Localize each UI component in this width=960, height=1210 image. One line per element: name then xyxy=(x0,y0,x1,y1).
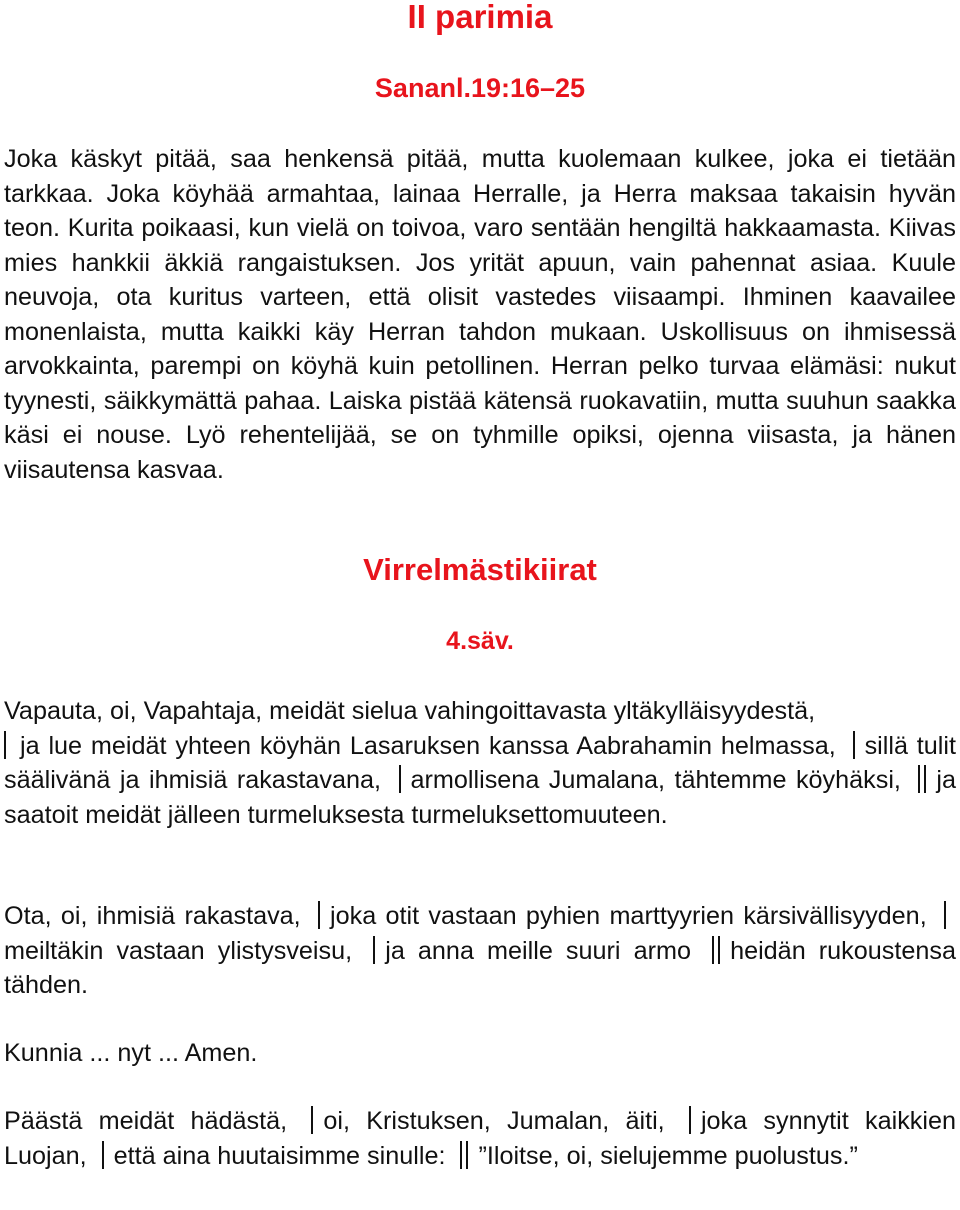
double-bar-separator xyxy=(460,1141,468,1169)
double-bar-separator xyxy=(918,765,926,793)
stanza-1-part-b: ja lue meidät yhteen köyhän Lasaruksen kanssa Aabrahamin helmassa, xyxy=(20,731,836,760)
stanza-3-part-d: että aina huutaisimme sinulle: xyxy=(113,1141,446,1170)
stanza-1-part-e: ja saatoit meidät jälleen turmeluksesta turmeluksettomuuteen. xyxy=(4,766,957,829)
stanza-2 xyxy=(4,899,956,1003)
stanza-2-part-e: heidän rukoustensa tähden. xyxy=(4,936,956,999)
reading-text: Joka käskyt pitää, saa henkensä pitää, mutta kuolemaan kulkee, joka ei tietään tarkkaa. Joka köyhää armahtaa, lainaa Herralle, ja Herra maksaa takaisin hyvän teon. Kurita poikaasi, kun vielä on toivoa, varo sentään hengiltä hakkaamasta. Kiivas mies hankkii äkkiä rangaistuksen. Jos yrität apuun, vain pahennat asiaa. Kuule neuvoja, ota kuritus varteen, että olisit vastedes viisaampi. Ihminen kaavailee monenlaista, mutta kaikki käy Herran tahdon mukaan. Uskollisuus on ihmisessä arvokkainta, parempi on köyhä kuin petollinen. Herran pelko turvaa elämäsi: nukut tyynesti, säikkymättä pahaa. Laiska pistää kätensä ruokavatiin, mutta suuhun saakka käsi ei nouse. Lyö rehentelijää, se on tyhmille opiksi, ojenna viisasta, ja hänen viisautensa kasvaa. xyxy=(4,145,956,484)
stanza-3-part-e: ”Iloitse, oi, sielujemme puolustus.” xyxy=(478,1141,858,1170)
single-bar-separator xyxy=(399,765,401,793)
single-bar-separator xyxy=(689,1106,691,1134)
doxology: Kunnia ... nyt ... Amen. xyxy=(4,1039,258,1067)
single-bar-separator xyxy=(311,1106,313,1134)
stanza-2-part-a: Ota, oi, ihmisiä rakastava, xyxy=(4,902,301,930)
page-title: II parimia xyxy=(407,0,553,35)
stanza-3-part-b: oi, Kristuksen, Jumalan, äiti, xyxy=(323,1107,665,1135)
double-bar-separator xyxy=(712,936,720,964)
single-bar-separator xyxy=(102,1141,104,1169)
stanza-1 xyxy=(4,694,956,832)
stanza-3-part-a: Päästä meidät hädästä, xyxy=(4,1107,288,1135)
stanza-1-part-a: Vapauta, oi, Vapahtaja, meidät sielua vahingoittavasta yltäkylläisyydestä, xyxy=(4,697,816,725)
stanza-3-part-c: joka synnytit kaikkien Luojan, xyxy=(4,1107,957,1170)
tone-label: 4.säv. xyxy=(446,627,514,655)
single-bar-separator xyxy=(944,901,946,929)
single-bar-separator xyxy=(318,901,320,929)
stanza-3 xyxy=(4,1104,956,1173)
reading-reference: Sananl.19:16–25 xyxy=(374,73,586,103)
single-bar-separator xyxy=(373,936,375,964)
single-bar-separator xyxy=(853,731,855,759)
single-bar-separator xyxy=(4,731,6,759)
stanza-2-part-c: meiltäkin vastaan ylistysveisu, xyxy=(4,936,353,965)
hymn-section-title: Virrelmästikiirat xyxy=(363,552,597,587)
stanza-1-part-d: armollisena Jumalana, tähtemme köyhäksi, xyxy=(410,766,901,794)
stanza-2-part-d: ja anna meille suuri armo xyxy=(385,936,691,965)
stanza-2-part-b: joka otit vastaan pyhien marttyyrien kärsivällisyyden, xyxy=(330,902,927,930)
stanza-1-part-c: sillä tulit säälivänä ja ihmisiä rakastavana, xyxy=(4,731,956,794)
